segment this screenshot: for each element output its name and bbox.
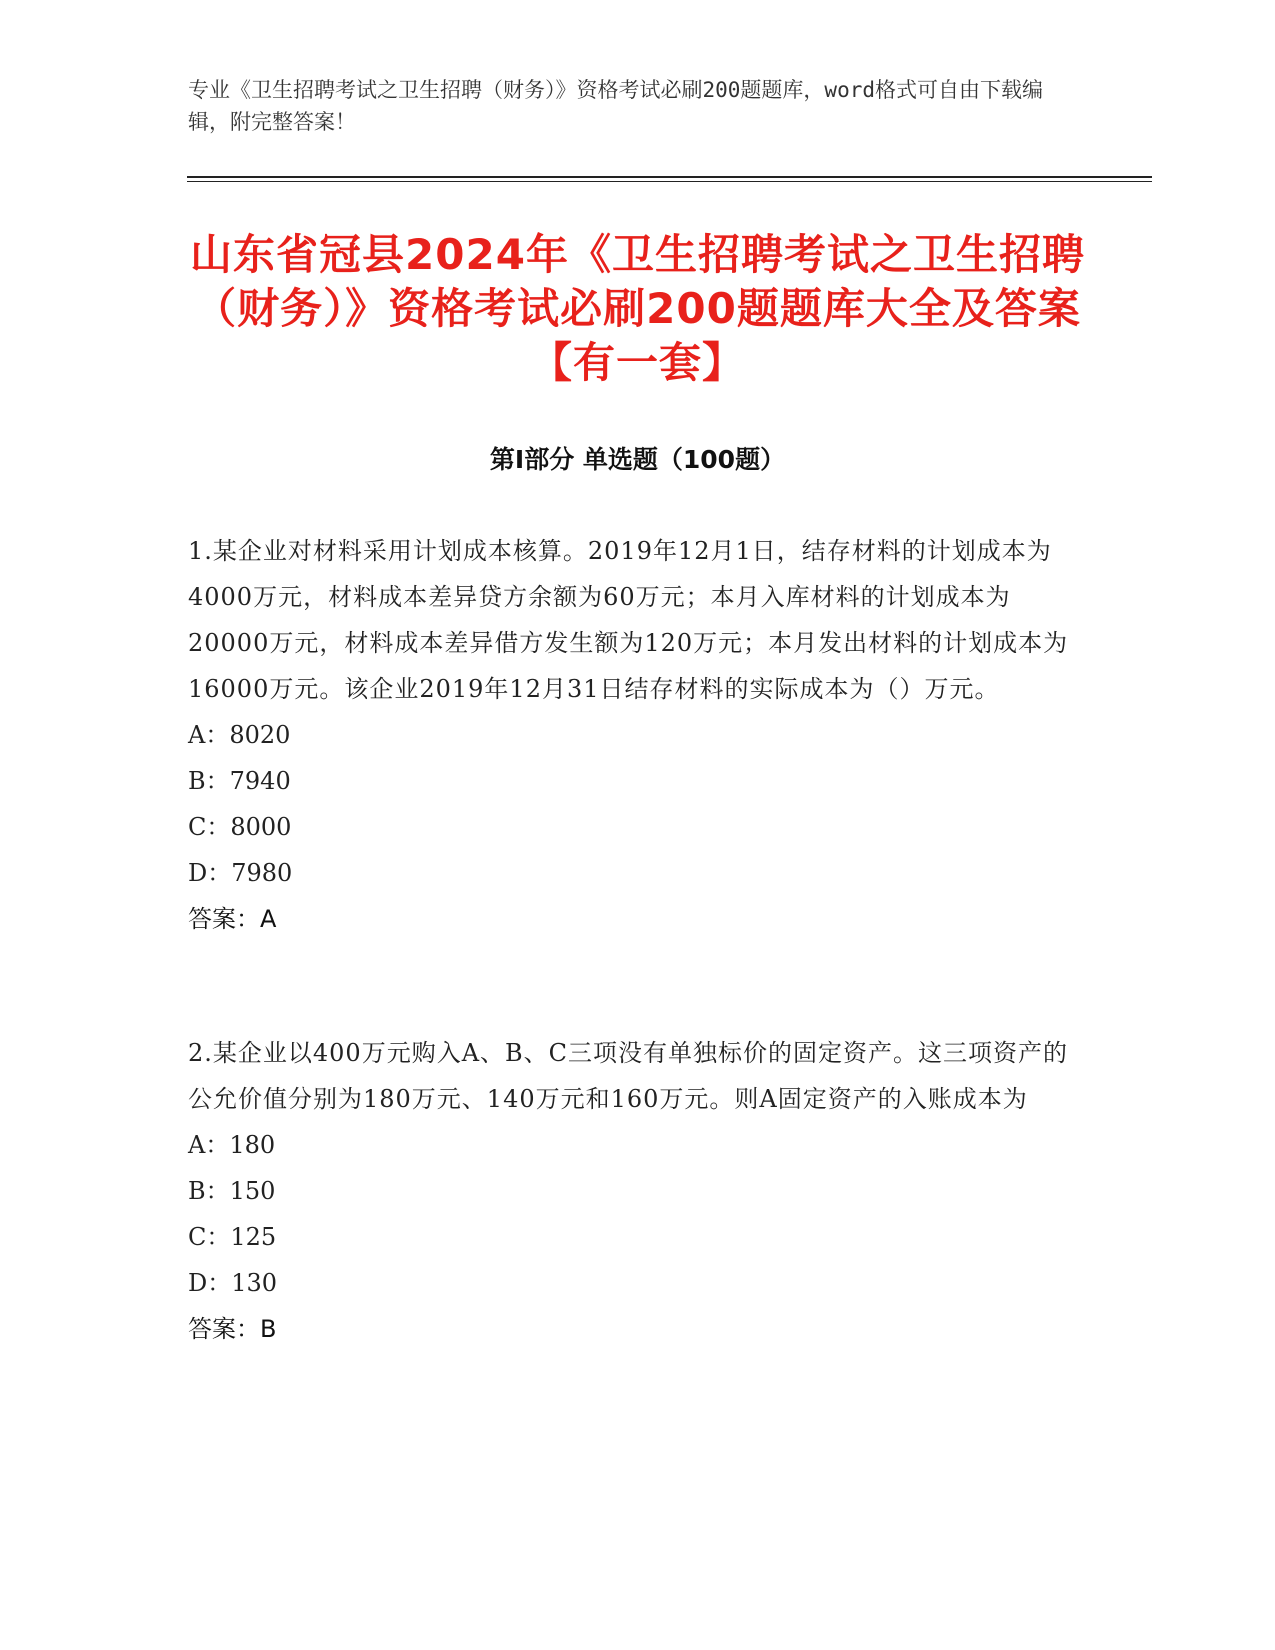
option-b: B：150 bbox=[188, 1177, 276, 1205]
question-stem: 1.某企业对材料采用计划成本核算。2019年12月1日，结存材料的计划成本为4000万元，材料成本差异贷方余额为60万元；本月入库材料的计划成本为20000万元，材料成本差异借方发生额为120万元；本月发出材料的计划成本为16000万元。该企业2019年12月31日结存材料的实际成本为（）万元。 bbox=[188, 537, 1069, 703]
option-a: A：8020 bbox=[188, 721, 291, 749]
option-d: D：7980 bbox=[188, 859, 293, 887]
header-note: 专业《卫生招聘考试之卫生招聘（财务）》资格考试必刷200题题库，word格式可自由下载编辑，附完整答案！ bbox=[188, 78, 1043, 134]
header-rule-thin bbox=[187, 181, 1152, 182]
option-c: C：8000 bbox=[188, 813, 292, 841]
question-2 bbox=[188, 1030, 1078, 1352]
option-c: C：125 bbox=[188, 1223, 277, 1251]
answer: 答案：A bbox=[188, 905, 277, 933]
answer: 答案：B bbox=[188, 1315, 277, 1343]
option-a: A：180 bbox=[188, 1131, 276, 1159]
header-rule-thick bbox=[187, 176, 1152, 178]
question-1 bbox=[188, 528, 1078, 942]
question-stem: 2.某企业以400万元购入A、B、C三项没有单独标价的固定资产。这三项资产的公允价值分别为180万元、140万元和160万元。则A固定资产的入账成本为 bbox=[188, 1039, 1069, 1113]
option-d: D：130 bbox=[188, 1269, 278, 1297]
document-title: 山东省冠县2024年《卫生招聘考试之卫生招聘（财务）》资格考试必刷200题题库大全及答案【有一套】 bbox=[190, 230, 1085, 387]
section-heading: 第I部分 单选题（100题） bbox=[489, 445, 786, 474]
option-b: B：7940 bbox=[188, 767, 291, 795]
